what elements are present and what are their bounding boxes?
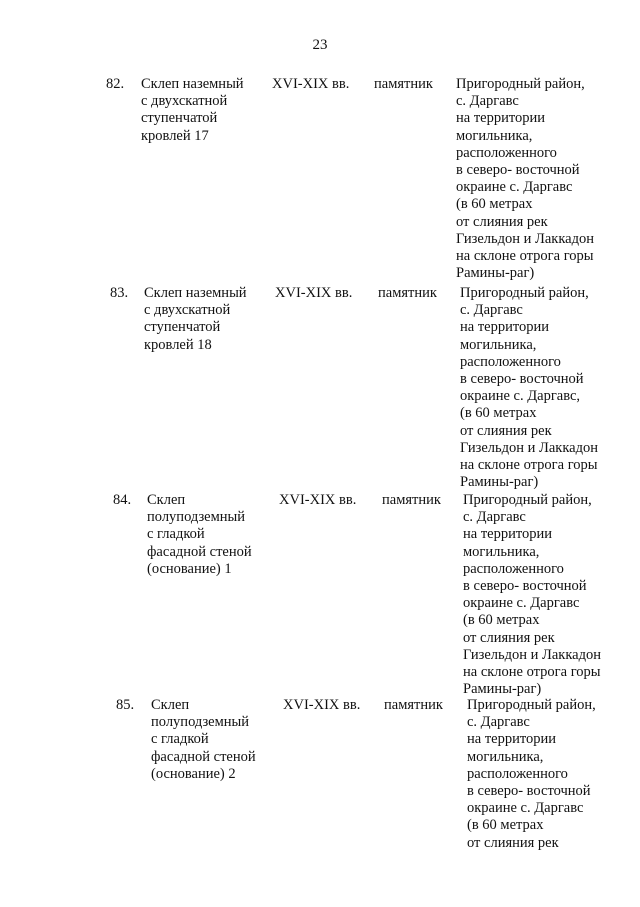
entry-location-line: могильника,	[463, 543, 540, 560]
entry-location-line: от слияния рек	[463, 629, 555, 646]
entry-number: 84.	[113, 492, 132, 508]
entry-type: памятник	[378, 285, 437, 301]
entry-name-line: Склеп наземный	[141, 76, 244, 92]
entry-location-line: могильника,	[467, 748, 544, 765]
entry-name-line: с двухскатной	[144, 302, 231, 319]
entry-name-line: фасадной стеной	[147, 543, 252, 560]
entry-location-line: на территории	[463, 526, 553, 543]
entry-name	[144, 285, 274, 354]
entry-location-line: окраине с. Даргавс,	[460, 388, 581, 405]
entry-location-line: Рамины-раг)	[456, 265, 535, 282]
entry-location-line: в северо- восточной	[467, 783, 591, 800]
entry-name-line: Склеп наземный	[144, 285, 247, 301]
entry-period: XVI-XIX вв.	[275, 285, 353, 301]
entry-location-line: могильника,	[456, 127, 533, 144]
entry-location	[460, 285, 635, 491]
entry-location-line: Гизельдон и Лаккадон	[463, 646, 601, 663]
entry-location-line: расположенного	[463, 560, 564, 577]
entry-location-line: с. Даргавс	[460, 302, 523, 319]
entry-name-line: ступенчатой	[141, 110, 218, 127]
entry-location-line: на территории	[460, 319, 550, 336]
register-entry	[0, 697, 640, 907]
entry-location-line: (в 60 метрах	[463, 612, 540, 629]
entry-location-line: Пригородный район,	[460, 285, 589, 301]
entry-type: памятник	[382, 492, 441, 508]
register-entry	[0, 285, 640, 495]
entry-location-line: с. Даргавс	[467, 714, 530, 731]
entry-name	[147, 492, 277, 578]
entry-location-line: расположенного	[467, 765, 568, 782]
entry-name-line: полуподземный	[151, 714, 250, 731]
entry-number: 83.	[110, 285, 129, 301]
entry-location-line: с. Даргавс	[456, 93, 519, 110]
entry-location-line: Гизельдон и Лаккадон	[456, 230, 594, 247]
entry-number: 85.	[116, 697, 135, 713]
entry-location-line: (в 60 метрах	[467, 817, 544, 834]
entry-location-line: (в 60 метрах	[460, 405, 537, 422]
entry-name-line: с гладкой	[151, 731, 209, 748]
entry-location-line: Рамины-раг)	[460, 474, 539, 491]
entry-location-line: расположенного	[460, 353, 561, 370]
entry-location-line: в северо- восточной	[463, 578, 587, 595]
entry-name-line: с гладкой	[147, 526, 205, 543]
entry-name-line: Склеп	[147, 492, 186, 508]
entry-location-line: на склоне отрога горы	[456, 248, 594, 265]
entry-number: 82.	[106, 76, 125, 92]
entry-location	[456, 76, 631, 282]
entry-location-line: окраине с. Даргавс	[463, 595, 580, 612]
entry-location-line: от слияния рек	[460, 422, 552, 439]
entry-location-line: на склоне отрога горы	[463, 664, 601, 681]
entry-name	[151, 697, 281, 783]
entry-location-line: на склоне отрога горы	[460, 457, 598, 474]
entry-location-line: Пригородный район,	[467, 697, 596, 713]
entry-location-line: от слияния рек	[467, 834, 559, 851]
entry-location-line: Пригородный район,	[456, 76, 585, 92]
entry-location-line: с. Даргавс	[463, 509, 526, 526]
entry-name-line: полуподземный	[147, 509, 246, 526]
entry-location-line: Пригородный район,	[463, 492, 592, 508]
entry-location-line: расположенного	[456, 144, 557, 161]
entry-period: XVI-XIX вв.	[272, 76, 350, 92]
entry-location-line: в северо- восточной	[456, 162, 580, 179]
entry-period: XVI-XIX вв.	[279, 492, 357, 508]
entry-location-line: на территории	[467, 731, 557, 748]
register-entry	[0, 492, 640, 702]
entry-name-line: Склеп	[151, 697, 190, 713]
entry-location-line: (в 60 метрах	[456, 196, 533, 213]
entry-location-line: на территории	[456, 110, 546, 127]
entry-type: памятник	[384, 697, 443, 713]
entry-period: XVI-XIX вв.	[283, 697, 361, 713]
entry-location-line: от слияния рек	[456, 213, 548, 230]
entry-location-line: могильника,	[460, 336, 537, 353]
page-number: 23	[312, 37, 328, 53]
entry-location	[467, 697, 640, 852]
entry-name-line: (основание) 1	[147, 560, 232, 577]
entry-name-line: фасадной стеной	[151, 748, 256, 765]
entry-location	[463, 492, 638, 698]
entry-name-line: (основание) 2	[151, 765, 236, 782]
register-entry	[0, 76, 640, 286]
entry-location-line: окраине с. Даргавс	[467, 800, 584, 817]
entry-name-line: ступенчатой	[144, 319, 221, 336]
entry-location-line: Гизельдон и Лаккадон	[460, 439, 598, 456]
entry-name-line: кровлей 17	[141, 127, 209, 144]
entry-name-line: с двухскатной	[141, 93, 228, 110]
entry-type: памятник	[374, 76, 433, 92]
entry-name-line: кровлей 18	[144, 336, 212, 353]
entry-name	[141, 76, 271, 145]
entry-location-line: окраине с. Даргавс	[456, 179, 573, 196]
entry-location-line: Рамины-раг)	[463, 681, 542, 698]
entry-location-line: в северо- восточной	[460, 371, 584, 388]
